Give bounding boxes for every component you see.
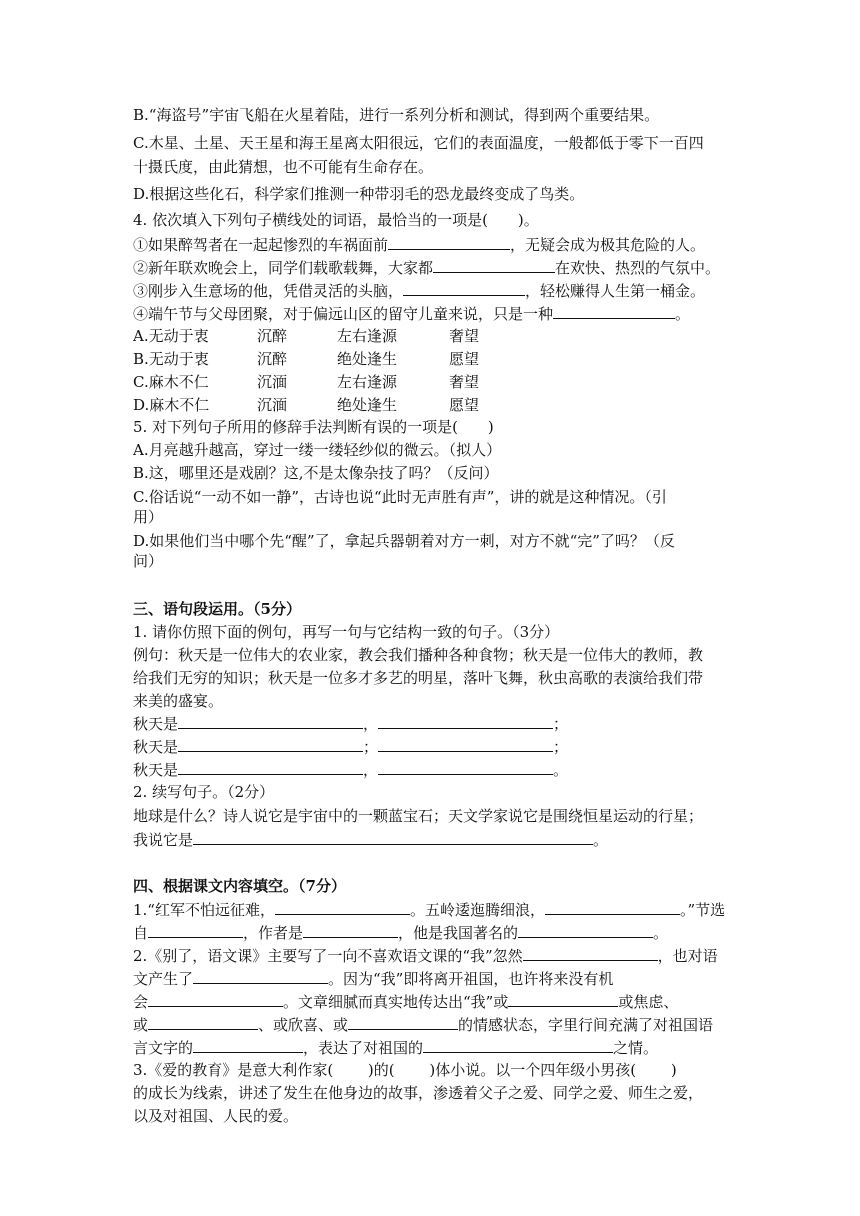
blank[interactable] xyxy=(378,758,553,775)
sec4-q3-line2: 的成长为线索，讲述了发生在他身边的故事，渗透着父子之爱、同学之爱、师生之爱， xyxy=(133,1084,704,1102)
q5-option-c-line2: 用） xyxy=(133,508,164,526)
sec3-q2-line2: 我说它是 。 xyxy=(133,828,608,851)
sec3-q1-stem: 1. 请你仿照下面的例句，再写一句与它结构一致的句子。（3分） xyxy=(133,623,560,641)
q4-option-d-4: 愿望 xyxy=(449,396,480,414)
q4-option-d-2: 沉湎 xyxy=(257,396,288,414)
blank[interactable] xyxy=(348,1013,458,1030)
blank[interactable] xyxy=(275,898,410,915)
sec4-q2-line3: 会 。文章细腻而真实地传达出“我”或 或焦虑、 xyxy=(133,990,678,1013)
blank[interactable] xyxy=(193,967,328,984)
q4-option-c-1[interactable]: C.麻木不仁 xyxy=(133,373,209,391)
blank[interactable] xyxy=(193,828,593,845)
q5-option-a[interactable]: A.月亮越升越高，穿过一缕一缕轻纱似的微云。（拟人） xyxy=(133,441,502,459)
sec4-q3-line3: 以及对祖国、人民的爱。 xyxy=(133,1107,299,1125)
blank[interactable] xyxy=(178,735,363,752)
blank[interactable] xyxy=(148,1013,258,1030)
q4-option-c-4: 奢望 xyxy=(449,373,480,391)
blank[interactable] xyxy=(388,233,510,250)
q4-option-a-3: 左右逢源 xyxy=(337,327,398,345)
blank[interactable] xyxy=(378,712,553,729)
blank[interactable] xyxy=(303,921,398,938)
q4-option-a-2: 沉醉 xyxy=(257,327,288,345)
q4-stem: 4. 依次填入下列句子横线处的词语，最恰当的一项是( )。 xyxy=(133,211,539,229)
q5-stem: 5. 对下列句子所用的修辞手法判断有误的一项是( ) xyxy=(133,418,494,436)
sec4-q1-line1: 1.“红军不怕远征难， 。五岭逶迤腾细浪， 。”节选 xyxy=(133,898,725,921)
q4-option-b-2: 沉醉 xyxy=(257,350,288,368)
q4-option-c-3: 左右逢源 xyxy=(337,373,398,391)
option-c-line1: C.木星、土星、天王星和海王星离太阳很远，它们的表面温度，一般都低于零下一百四 xyxy=(133,134,704,152)
section-3-heading: 三、语句段运用。（5分） xyxy=(133,600,301,618)
blank[interactable] xyxy=(378,735,553,752)
option-c-line2: 十摄氏度，由此猜想，也不可能有生命存在。 xyxy=(133,158,434,176)
sec3-q2-stem: 2. 续写句子。（2分） xyxy=(133,783,275,801)
blank[interactable] xyxy=(518,921,653,938)
q4-option-b-4: 愿望 xyxy=(449,350,480,368)
option-d: D.根据这些化石，科学家们推测一种带羽毛的恐龙最终变成了鸟类。 xyxy=(133,185,585,203)
q4-option-d-3: 绝处逢生 xyxy=(337,396,398,414)
example-line-3: 来美的盛宴。 xyxy=(133,692,224,710)
blank[interactable] xyxy=(178,712,363,729)
q5-option-b[interactable]: B.这，哪里还是戏剧？这,不是太像杂技了吗？（反问） xyxy=(133,464,499,482)
blank[interactable] xyxy=(423,1036,613,1053)
q4-sentence-2: ②新年联欢晚会上，同学们载歌载舞，大家都 在欢快、热烈的气氛中。 xyxy=(133,256,720,279)
q4-option-a-4: 奢望 xyxy=(449,327,480,345)
fill-line-1: 秋天是 ， ； xyxy=(133,712,568,735)
blank[interactable] xyxy=(178,758,363,775)
sec4-q2-line5: 言文字的 ，表达了对祖国的 之情。 xyxy=(133,1036,658,1059)
option-b: B.“海盗号”宇宙飞船在火星着陆，进行一系列分析和测试，得到两个重要结果。 xyxy=(133,106,660,124)
q5-option-d-line1[interactable]: D.如果他们当中哪个先“醒”了，拿起兵器朝着对方一刺，对方不就“完”了吗？（反 xyxy=(133,532,675,550)
blank[interactable] xyxy=(433,256,555,273)
fill-line-2: 秋天是 ； ； xyxy=(133,735,568,758)
q4-sentence-1: ①如果醉驾者在一起起惨烈的车祸面前 ，无疑会成为极其危险的人。 xyxy=(133,233,705,256)
q4-sentence-3: ③刚步入生意场的他，凭借灵活的头脑， ，轻松赚得人生第一桶金。 xyxy=(133,279,705,302)
q4-option-b-3: 绝处逢生 xyxy=(337,350,398,368)
sec4-q2-line2: 文产生了 。因为“我”即将离开祖国，也许将来没有机 xyxy=(133,967,613,990)
sec4-q1-line2: 自 ，作者是 ，他是我国著名的 。 xyxy=(133,921,668,944)
blank[interactable] xyxy=(148,990,283,1007)
blank[interactable] xyxy=(508,990,618,1007)
sec4-q3-line1: 3.《爱的教育》是意大利作家( )的( )体小说。以一个四年级小男孩( ) xyxy=(133,1061,677,1079)
q4-option-d-1[interactable]: D.麻木不仁 xyxy=(133,396,210,414)
blank[interactable] xyxy=(148,921,243,938)
fill-line-3: 秋天是 ， 。 xyxy=(133,758,568,781)
section-4-heading: 四、根据课文内容填空。（7分） xyxy=(133,877,346,895)
blank[interactable] xyxy=(545,898,680,915)
q4-option-a-1[interactable]: A.无动于衷 xyxy=(133,327,209,345)
q5-option-c-line1[interactable]: C.俗话说“一动不如一静”，古诗也说“此时无声胜有声”，讲的就是这种情况。（引 xyxy=(133,488,667,506)
example-line-2: 给我们无穷的知识；秋天是一位多才多艺的明星，落叶飞舞，秋虫高歌的表演给我们带 xyxy=(133,669,704,687)
sec3-q2-line1: 地球是什么？诗人说它是宇宙中的一颗蓝宝石；天文学家说它是围绕恒星运动的行星； xyxy=(133,807,704,825)
sec4-q2-line1: 2.《别了，语文课》主要写了一向不喜欢语文课的“我”忽然 ，也对语 xyxy=(133,944,718,967)
q4-sentence-4: ④端午节与父母团聚，对于偏远山区的留守儿童来说，只是一种 。 xyxy=(133,302,690,325)
q4-option-c-2: 沉湎 xyxy=(257,373,288,391)
q4-option-b-1[interactable]: B.无动于衷 xyxy=(133,350,209,368)
blank[interactable] xyxy=(523,944,658,961)
blank[interactable] xyxy=(403,279,525,296)
q5-option-d-line2: 问） xyxy=(133,552,164,570)
example-line-1: 例句：秋天是一位伟大的农业家，教会我们播种各种食物；秋天是一位伟大的教师，教 xyxy=(133,646,704,664)
sec4-q2-line4: 或 、或欣喜、或 的情感状态，字里行间充满了对祖国语 xyxy=(133,1013,713,1036)
blank[interactable] xyxy=(193,1036,303,1053)
blank[interactable] xyxy=(553,302,675,319)
